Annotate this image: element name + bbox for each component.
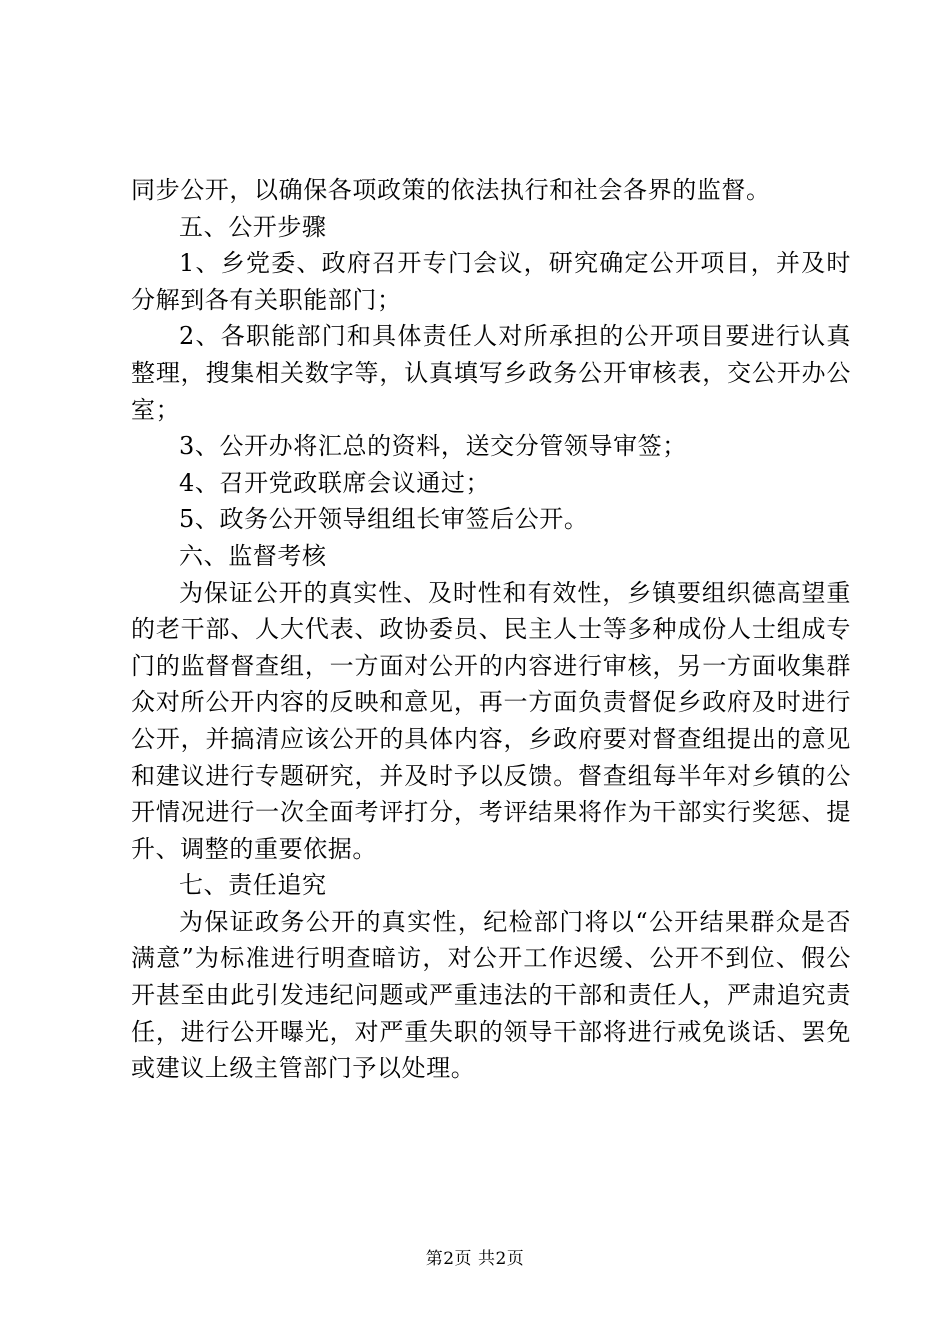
list-item: 3、公开办将汇总的资料，送交分管领导审签； <box>179 432 687 461</box>
list-item: 1、乡党委、政府召开专门会议，研究确定公开项目，并及时分解到各有关职能部门； <box>131 249 851 314</box>
list-item: 4、召开党政联席会议通过； <box>179 468 491 497</box>
paragraph: 为保证政务公开的真实性，纪检部门将以“公开结果群众是否满意”为标准进行明查暗访，对公开工作迟缓、公开不到位、假公开甚至由此引发违纪问题或严重违法的干部和责任人，严肃追究责任，进行公开曝光，对严重失职的领导干部将进行戒免谈话、罢免或建议上级主管部门予以处理。 <box>131 907 851 1083</box>
document-body <box>131 172 851 1087</box>
list-item: 2、各职能部门和具体责任人对所承担的公开项目要进行认真整理，搜集相关数字等，认真填写乡政务公开审核表，交公开办公室； <box>131 322 851 424</box>
page-number-footer: 第2页 共2页 <box>425 1249 525 1269</box>
section-heading-supervision: 六、监督考核 <box>179 541 327 570</box>
section-heading-accountability: 七、责任追究 <box>179 871 327 900</box>
paragraph: 同步公开，以确保各项政策的依法执行和社会各界的监督。 <box>131 176 771 204</box>
section-heading-steps: 五、公开步骤 <box>179 212 327 241</box>
list-item: 5、政务公开领导组组长审签后公开。 <box>179 505 589 534</box>
paragraph: 为保证公开的真实性、及时性和有效性，乡镇要组织德高望重的老干部、人大代表、政协委员、民主人士等多种成份人士组成专门的监督督查组，一方面对公开的内容进行审核，另一方面收集群众对所公开内容的反映和意见，再一方面负责督促乡政府及时进行公开，并搞清应该公开的具体内容，乡政府要对督查组提出的意见和建议进行专题研究，并及时予以反馈。督查组每半年对乡镇的公开情况进行一次全面考评打分，考评结果将作为干部实行奖惩、提升、调整的重要依据。 <box>131 578 851 863</box>
